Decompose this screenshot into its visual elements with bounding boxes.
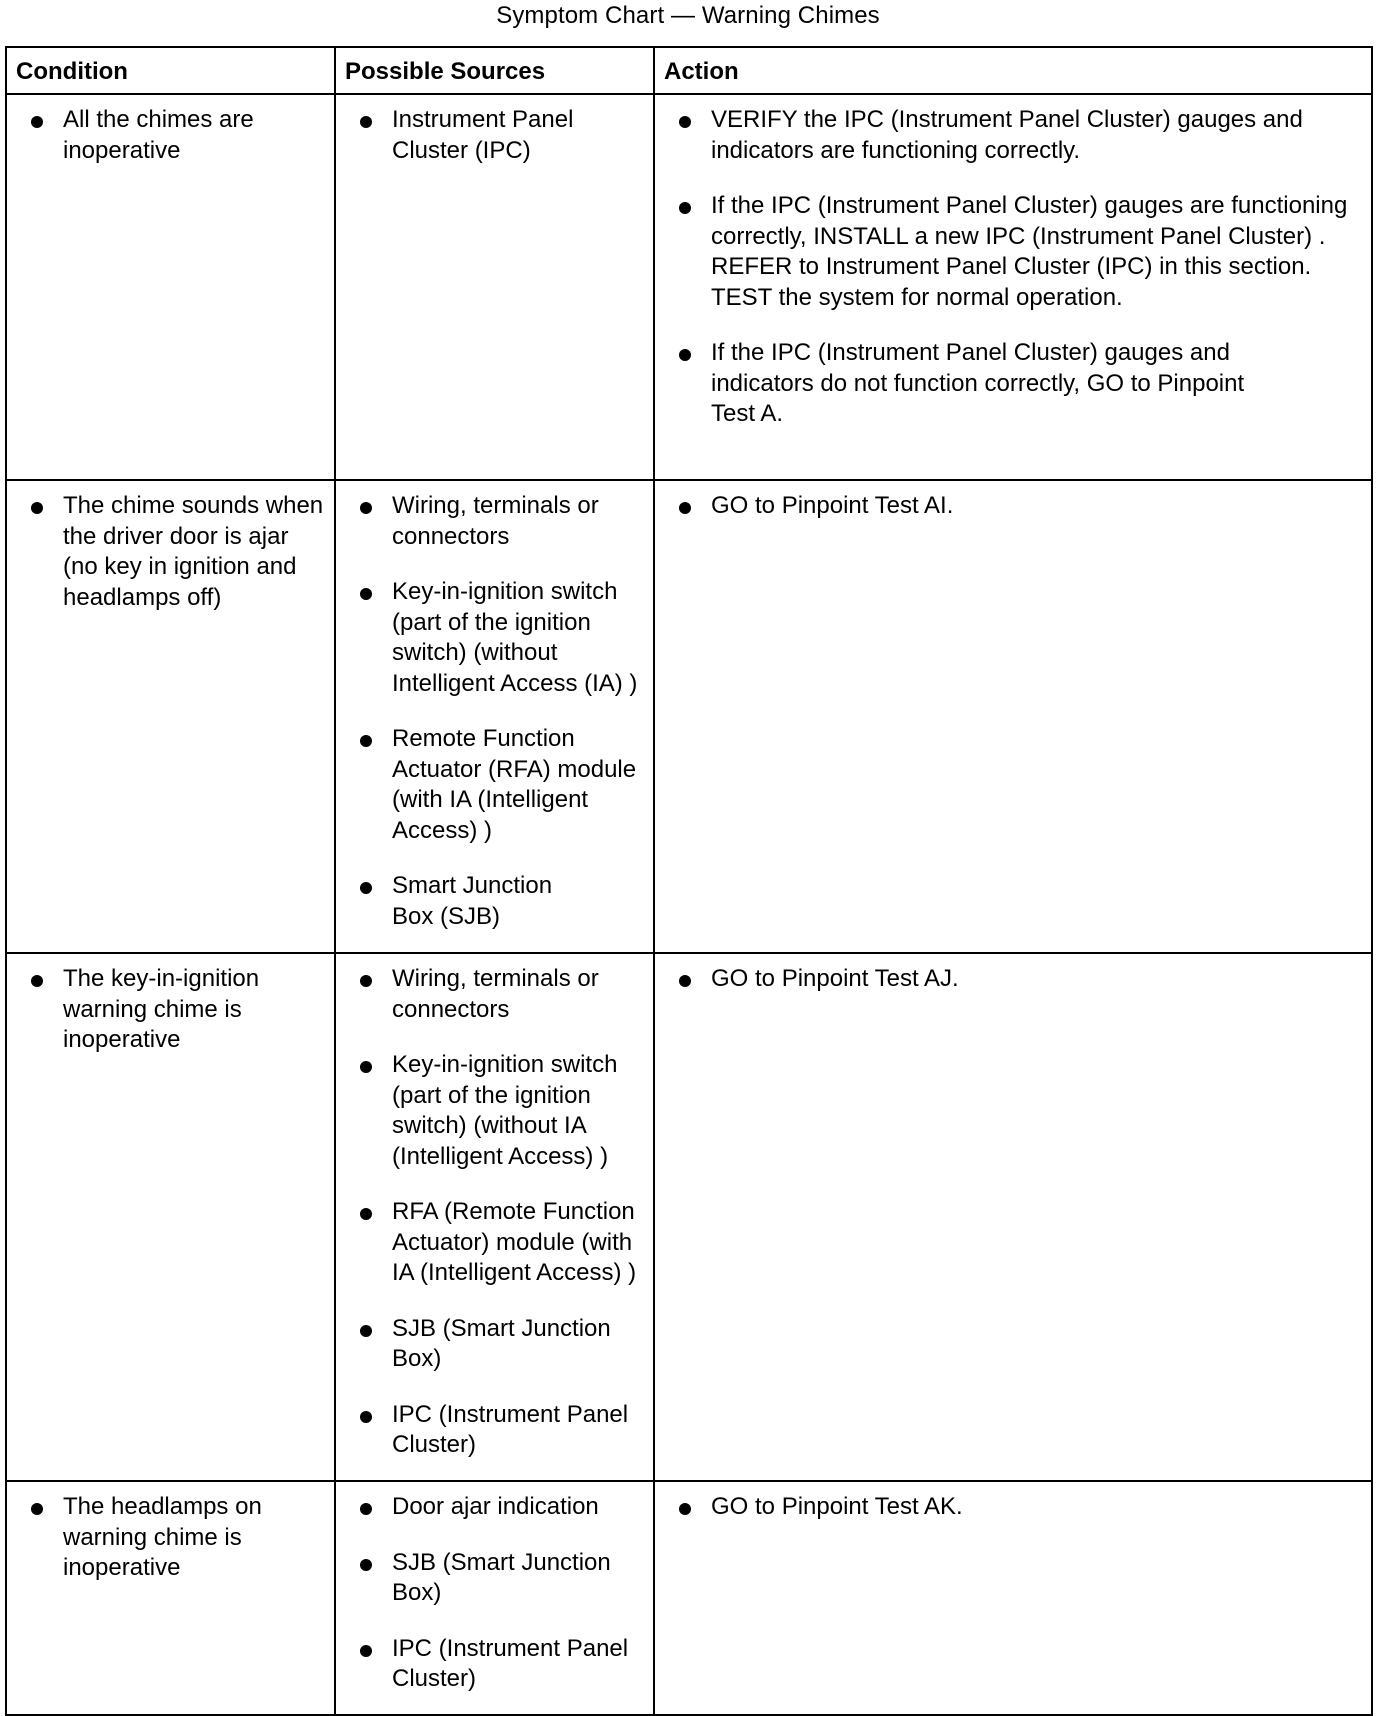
sources-cell [335,1481,654,1715]
condition-cell [6,94,335,480]
sources-cell [335,94,654,480]
sources-cell [335,480,654,953]
list-item: VERIFY the IPC (Instrument Panel Cluster) gauges and indicators are functioning correctly. [677,105,1361,166]
list-item: Remote Function Actuator (RFA) module (with IA (Intelligent Access) ) [358,724,647,846]
list-item: RFA (Remote Function Actuator) module (with IA (Intelligent Access) ) [358,1197,647,1289]
condition-cell [6,1481,335,1715]
list-item: IPC (Instrument Panel Cluster) [358,1634,642,1695]
list-item: GO to Pinpoint Test AK. [677,1492,1357,1523]
condition-cell [6,480,335,953]
table-row [6,94,1372,480]
list-item: If the IPC (Instrument Panel Cluster) gauges are functioning correctly, INSTALL a new IPC (Instrument Panel Cluster) . REFER to Instrument Panel Cluster (IPC) in this section. TEST the system for normal operation. [677,191,1361,313]
list-item: Key-in-ignition switch (part of the ignition switch) (without IA (Intelligent Access) ) [358,1050,632,1172]
list-item: Wiring, terminals or connectors [358,491,624,552]
list-item: IPC (Instrument Panel Cluster) [358,1400,642,1461]
action-cell [654,1481,1372,1715]
list-item: Wiring, terminals or connectors [358,964,624,1025]
chart-title: Symptom Chart — Warning Chimes [496,2,880,29]
list-item: Smart Junction Box (SJB) [358,871,562,932]
action-cell [654,94,1372,480]
list-item: SJB (Smart Junction Box) [358,1314,624,1375]
symptom-chart-table [5,46,1373,1716]
table-row [6,480,1372,953]
action-cell [654,953,1372,1481]
table-row [6,1481,1372,1715]
list-item: Key-in-ignition switch (part of the ignition switch) (without Intelligent Access (IA) ) [358,577,647,699]
list-item: Door ajar indication [358,1492,647,1523]
condition-cell [6,953,335,1481]
header-row [6,47,1372,94]
list-item: The key-in-ignition warning chime is inoperative [29,964,263,1056]
list-item: GO to Pinpoint Test AI. [677,491,1357,522]
list-item: If the IPC (Instrument Panel Cluster) gauges and indicators do not function correctly, GO to Pinpoint Test A. [677,338,1271,430]
list-item: All the chimes are inoperative [29,105,326,166]
header-condition: Condition [6,47,335,94]
list-item: The headlamps on warning chime is inoperative [29,1492,273,1584]
action-cell [654,480,1372,953]
header-action: Action [654,47,1372,94]
list-item: GO to Pinpoint Test AJ. [677,964,1357,995]
list-item: Instrument Panel Cluster (IPC) [358,105,592,166]
sources-cell [335,953,654,1481]
header-possible-sources: Possible Sources [335,47,654,94]
list-item: The chime sounds when the driver door is ajar (no key in ignition and headlamps off) [29,491,328,613]
list-item: SJB (Smart Junction Box) [358,1548,624,1609]
table-row [6,953,1372,1481]
